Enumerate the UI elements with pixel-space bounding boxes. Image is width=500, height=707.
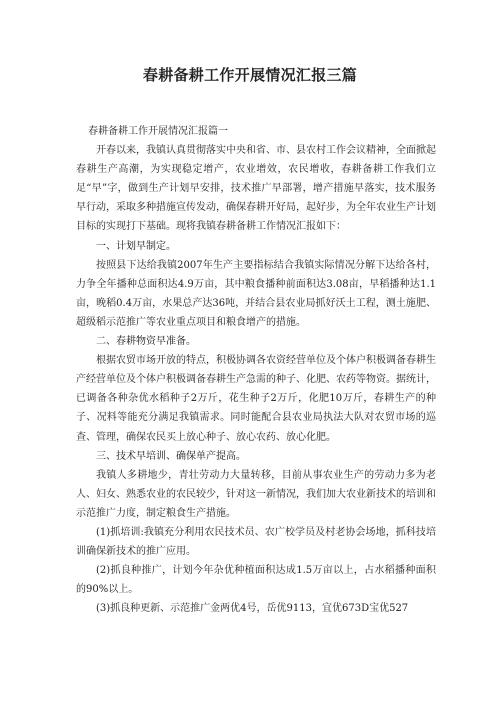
list-item-training: (1)抓培训:我镇充分利用农民技术员、农广校学员及村老协会场地，抓科技培训确保新技术的推广应用。: [76, 526, 436, 558]
list-item-seed-renewal: (3)抓良种更新、示范推广金两优4号，岳优9113，宜优673D宝优527: [96, 603, 409, 615]
section-heading-1: 一、计划早制定。: [96, 240, 176, 252]
section-heading-3: 三、技术早培训、确保单产提高。: [96, 450, 246, 462]
paragraph-training: 我镇人多耕地少，青壮劳动力大量转移，目前从事农业生产的劳动力多为老人、妇女、熟悉农业的农民较少，针对这一新情况，我们加大农业新技术的培训和示范推广力度，制定粮食生产措施。: [76, 469, 436, 519]
paragraph-plan: 按照县下达给我镇2007年生产主要指标结合我镇实际情况分解下达给各村，力争全年播种总面积达4.9万亩，其中粮食播种前面积达3.08亩，早稻播种达1.1亩，晚稻0.4万亩，水果总产达36吨，并结合县农业局抓好沃土工程，测土施肥、超级稻示范推广等农业重点项目和粮食增产的措施。: [76, 259, 436, 328]
section-heading-2: 二、春耕物资早准备。: [96, 336, 196, 348]
list-item-seed-promotion: (2)抓良种推广，计划今年杂优种植面积达成1.5万亩以上，占水稻播种面积的90%以上。: [76, 565, 436, 596]
document-body: [76, 122, 436, 618]
intro-paragraph: 开春以来，我镇认真贯彻落实中央和省、市、县农村工作会议精神，全面掀起春耕生产高潮，为实现稳定增产，农业增效，农民增收，春耕备耕工作我们立足“早”字，做到生产计划早安排，技术推广早部署，增产措施早落实，技术服务早行动，采取多种措施宣传发动，确保春耕开好局，起好步，为全年农业生产计划目标的实现打下基础。现将我镇春耕备耕工作情况汇报如下：: [76, 145, 436, 233]
page-title: 春耕备耕工作开展情况汇报三篇: [142, 66, 358, 84]
paragraph-materials: 根据农贸市场开放的特点，积极协调各农资经营单位及个体户积极调备春耕生产经营单位及个体户积极调备春耕生产急需的种子、化肥、农药等物资。据统计，已调备各种杂优水稻种子2万斤，花生种子2万斤，化肥10万斤，春耕生产的种子、况料等能充分满足我镇需求。同时能配合县农业局执法大队对农贸市场的巡查、管理，确保农民买上放心种子、放心农药、放心化肥。: [76, 355, 436, 443]
section-subtitle: 春耕备耕工作开展情况汇报篇一: [88, 126, 228, 137]
